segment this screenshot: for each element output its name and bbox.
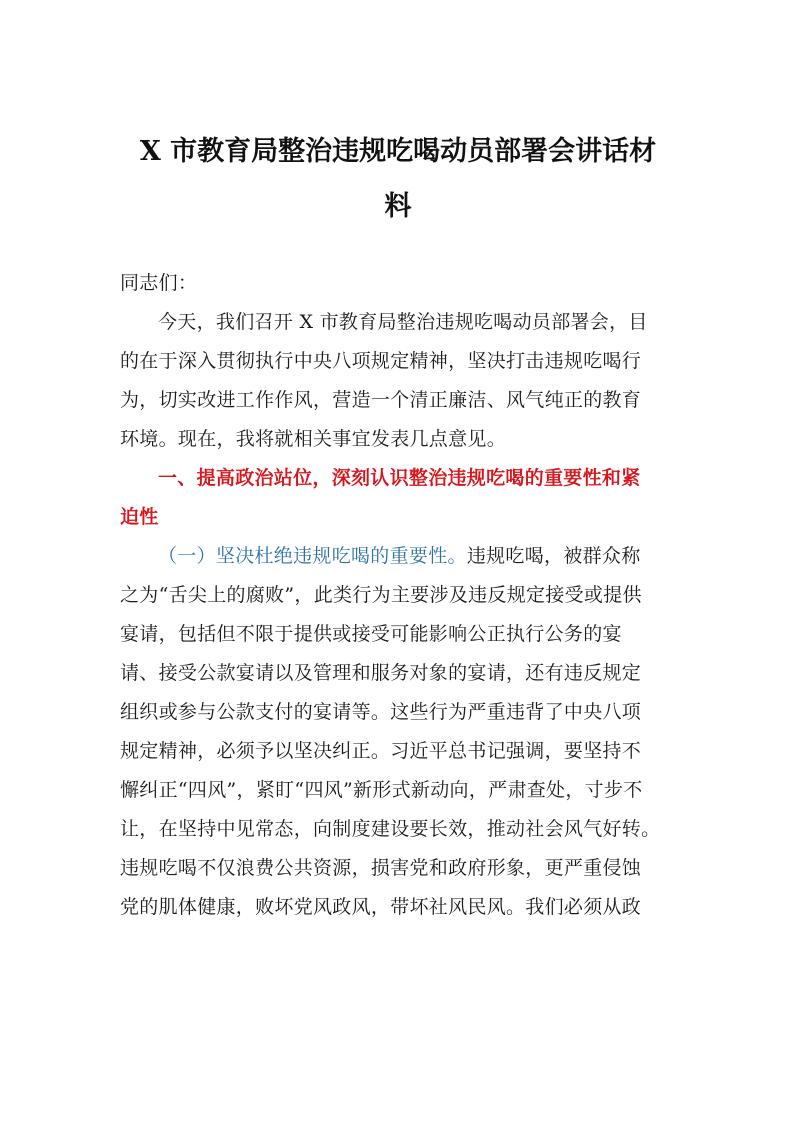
intro-line-2: 的在于深入贯彻执行中央八项规定精神，坚决打击违规吃喝行 <box>120 350 642 372</box>
subsection-1-line-10: 党的肌体健康，败坏党风政风，带坏社风民风。我们必须从政 <box>120 896 642 918</box>
document-body <box>120 264 676 927</box>
subsection-1-line-5: 组织或参与公款支付的宴请等。这些行为严重违背了中央八项 <box>120 701 642 723</box>
subsection-1-paragraph <box>120 537 676 927</box>
subsection-1-title: （一）坚决杜绝违规吃喝的重要性。 <box>158 545 467 567</box>
title-line-1: X 市教育局整治违规吃喝动员部署会讲话材 <box>139 136 657 167</box>
section-1-heading <box>120 459 676 537</box>
subsection-1-line-4: 请、接受公款宴请以及管理和服务对象的宴请，还有违反规定 <box>120 662 642 684</box>
subsection-1-line-6: 规定精神，必须予以坚决纠正。习近平总书记强调，要坚持不 <box>120 740 642 762</box>
document-title <box>120 124 676 234</box>
subsection-1-line-3: 宴请，包括但不限于提供或接受可能影响公正执行公务的宴 <box>120 623 622 645</box>
intro-line-3: 为，切实改进工作作风，营造一个清正廉洁、风气纯正的教育 <box>120 389 642 411</box>
intro-line-1: 今天，我们召开 X 市教育局整治违规吃喝动员部署会，目 <box>158 311 648 333</box>
section-1-heading-line-2: 迫性 <box>120 506 159 528</box>
intro-paragraph <box>120 303 676 459</box>
subsection-1-line-7: 懈纠正“四风”，紧盯“四风”新形式新动向，严肃查处，寸步不 <box>120 779 643 801</box>
subsection-1-line-9: 违规吃喝不仅浪费公共资源，损害党和政府形象，更严重侵蚀 <box>120 857 642 879</box>
intro-line-4: 环境。现在，我将就相关事宜发表几点意见。 <box>120 428 507 450</box>
title-line-2: 料 <box>384 191 412 222</box>
subsection-1-line-8: 让，在坚持中见常态，向制度建设要长效，推动社会风气好转。 <box>120 818 661 840</box>
subsection-1-line-2: 之为“舌尖上的腐败”，此类行为主要涉及违反规定接受或提供 <box>120 584 642 606</box>
salutation: 同志们： <box>120 272 198 294</box>
section-1-heading-line-1: 一、提高政治站位，深刻认识整治违规吃喝的重要性和紧 <box>158 467 641 489</box>
subsection-1-first-line <box>120 537 676 576</box>
subsection-1-first-line-rest: 违规吃喝，被群众称 <box>466 545 641 567</box>
